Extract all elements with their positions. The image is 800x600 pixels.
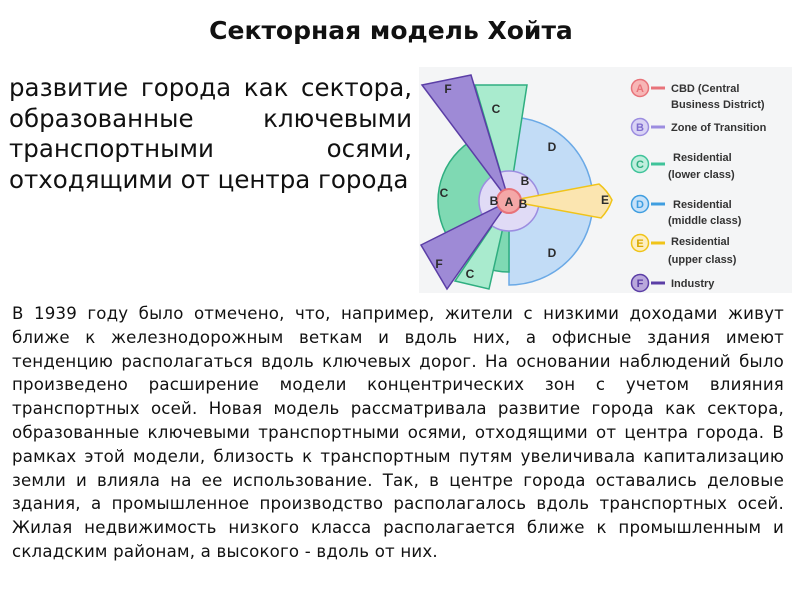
svg-text:(upper class): (upper class) — [668, 254, 737, 266]
label-c-lower: C — [465, 267, 475, 281]
svg-text:F: F — [636, 278, 644, 290]
svg-text:C: C — [636, 159, 644, 171]
svg-text:Residential: Residential — [671, 236, 730, 248]
body-paragraph: В 1939 году было отмечено, что, например, жители с низкими доходами живут ближе к железнодорожным веткам и вдоль них, а офисные здания имеют тенденцию располагаться вдоль ключевых дорог. На основании наблюдений было произведено расширение модели концентрических зон с учетом влияния транспортных осей. Новая модель рассматривала развитие города как сектора, образованные ключевыми транспортными осями, отходящими от центра города. В рамках этой модели, близость к транспортным путям увеличивала капитализацию земли и влияла на ее использование. Так, в центре города оставались деловые здания, а промышленное производство располагалось вдоль транспортных осей. Жилая недвижимость низкого класса располагается ближе к промышленным и складским районам, а высокого - вдоль от них. — [12, 304, 784, 561]
label-d-upper: D — [547, 140, 557, 154]
legend-item-c — [632, 152, 735, 181]
svg-text:Industry: Industry — [671, 278, 715, 290]
legend-item-e — [632, 235, 737, 267]
label-c-left: C — [439, 186, 449, 200]
label-a: A — [504, 195, 514, 209]
slide-title: Секторная модель Хойта — [209, 16, 573, 45]
svg-text:Business District): Business District) — [671, 99, 765, 111]
legend-item-d — [632, 196, 742, 228]
diagram-svg — [419, 67, 792, 293]
svg-text:Residential: Residential — [673, 152, 732, 164]
svg-text:CBD (Central: CBD (Central — [671, 83, 740, 95]
label-e: E — [600, 193, 610, 207]
svg-text:A: A — [636, 83, 644, 95]
svg-text:Residential: Residential — [673, 199, 732, 211]
legend-item-f — [632, 275, 716, 292]
label-b-upper: B — [520, 174, 530, 188]
hoyt-sector-diagram — [419, 67, 792, 293]
label-f-lower: F — [435, 257, 443, 271]
legend — [632, 80, 767, 292]
legend-item-b — [632, 119, 767, 136]
label-b-right: B — [518, 197, 528, 211]
svg-text:E: E — [636, 238, 644, 250]
label-c-upper: C — [491, 102, 501, 116]
svg-text:B: B — [636, 122, 644, 134]
lead-text: развитие города как сектора, образованные ключевыми транспортными осями, отходящими от центра города — [9, 73, 412, 194]
svg-text:D: D — [636, 199, 644, 211]
legend-item-a — [632, 80, 765, 112]
svg-text:(lower class): (lower class) — [668, 169, 735, 181]
label-b-left: B — [489, 194, 499, 208]
label-d-lower: D — [547, 246, 557, 260]
svg-text:Zone of Transition: Zone of Transition — [671, 122, 767, 134]
label-f-upper: F — [444, 82, 452, 96]
svg-text:(middle class): (middle class) — [668, 215, 742, 227]
